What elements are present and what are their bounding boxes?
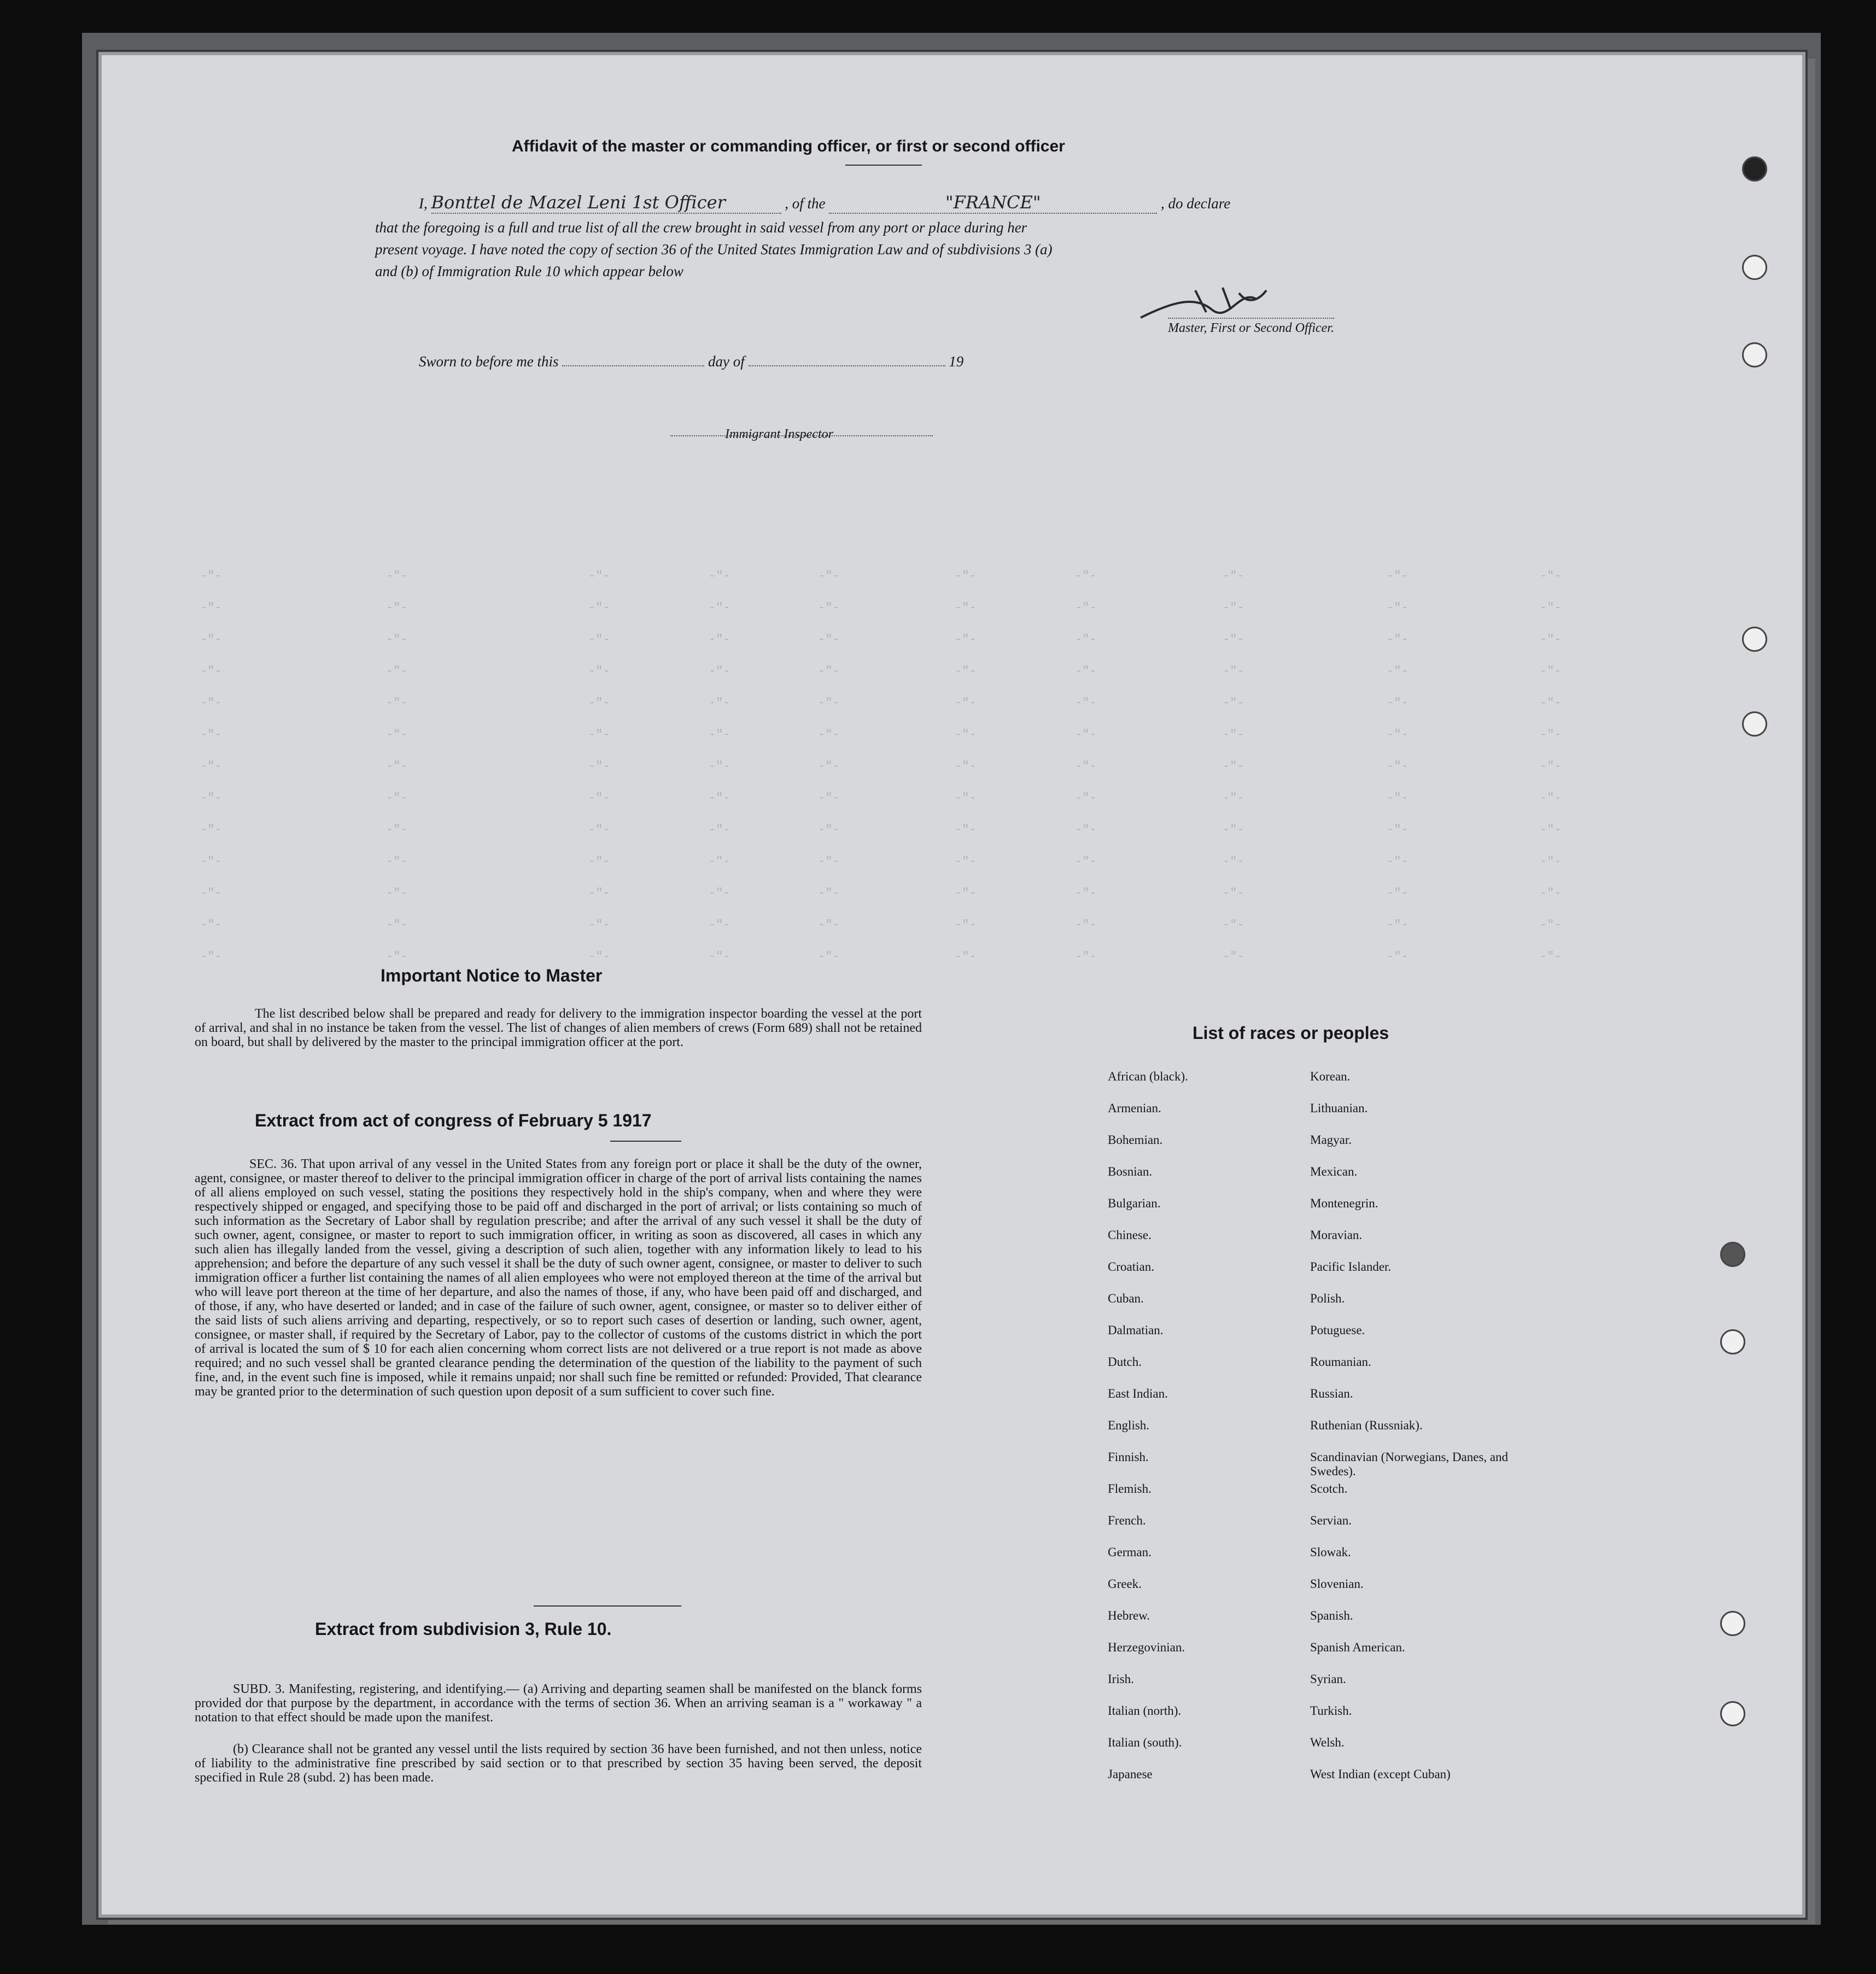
ghost-ditto-mark: -"- <box>1387 664 1409 678</box>
title-underline <box>845 165 922 166</box>
ghost-ditto-mark: -"- <box>818 855 840 868</box>
rule-text-b: (b) Clearance shall not be granted any vessel until the lists required by section 36 have been furnished, and not then unless, notice of liability to the administrative fine prescribed by said section or to that prescribed by section 35 having been served, the deposit specified in Rule 28 (subd. 2) has been made. <box>195 1742 922 1785</box>
ghost-ditto-mark: -"- <box>588 696 610 710</box>
sworn-prefix: Sworn to before me this <box>419 353 559 370</box>
ghost-ditto-mark: -"- <box>1075 728 1097 741</box>
ghost-ditto-mark: -"- <box>1540 664 1562 678</box>
ghost-ditto-mark: -"- <box>818 823 840 837</box>
ghost-ditto-mark: -"- <box>709 791 730 805</box>
ghost-ditto-mark: -"- <box>588 791 610 805</box>
punch-hole <box>1720 1701 1745 1726</box>
ghost-ditto-mark: -"- <box>588 918 610 932</box>
signature-caption: Master, First or Second Officer. <box>1168 318 1334 336</box>
sworn-month-field[interactable] <box>749 365 945 366</box>
act-title-underline <box>610 1141 681 1142</box>
race-right: Mexican. <box>1310 1165 1358 1178</box>
race-left: Finnish. <box>1108 1450 1149 1464</box>
ghost-ditto-mark: -"- <box>818 791 840 805</box>
ghost-ditto-mark: -"- <box>1223 569 1244 583</box>
ghost-ditto-mark: -"- <box>818 696 840 710</box>
race-left: Cuban. <box>1108 1292 1144 1305</box>
race-right: Scandinavian (Norwegians, Danes, and Swedes). <box>1310 1450 1509 1478</box>
affidavit-line-2: that the foregoing is a full and true list of all the crew brought in said vessel from any port or place during her <box>375 219 1027 236</box>
ghost-ditto-mark: -"- <box>1223 791 1244 805</box>
race-left: East Indian. <box>1108 1387 1168 1400</box>
race-right: Magyar. <box>1310 1133 1352 1147</box>
ghost-ditto-mark: -"- <box>955 760 977 773</box>
ghost-ditto-mark: -"- <box>955 886 977 900</box>
race-row <box>1108 1482 1518 1514</box>
act-title: Extract from act of congress of February 5 1917 <box>255 1111 652 1130</box>
ghost-ditto-mark: -"- <box>955 728 977 741</box>
race-right: Lithuanian. <box>1310 1101 1368 1115</box>
race-left: Chinese. <box>1108 1228 1152 1242</box>
ghost-ditto-mark: -"- <box>200 918 222 932</box>
ghost-ditto-mark: -"- <box>588 760 610 773</box>
ghost-ditto-mark: -"- <box>1223 760 1244 773</box>
ghost-ditto-mark: -"- <box>1540 633 1562 646</box>
ghost-ditto-mark: -"- <box>1540 696 1562 710</box>
ghost-ditto-mark: -"- <box>1075 633 1097 646</box>
ghost-ditto-mark: -"- <box>1075 886 1097 900</box>
race-row <box>1108 1545 1518 1577</box>
ghost-ditto-mark: -"- <box>386 791 408 805</box>
ghost-ditto-mark: -"- <box>955 918 977 932</box>
race-right: Korean. <box>1310 1070 1351 1083</box>
ghost-ditto-mark: -"- <box>1540 601 1562 615</box>
ghost-ditto-mark: -"- <box>1540 823 1562 837</box>
race-right: Polish. <box>1310 1292 1345 1305</box>
affidavit-line-1 <box>419 192 1230 214</box>
ghost-ditto-mark: -"- <box>1075 950 1097 963</box>
ghost-ditto-mark: -"- <box>588 569 610 583</box>
ghost-ditto-mark: -"- <box>1223 918 1244 932</box>
race-row <box>1108 1228 1518 1260</box>
race-right: West Indian (except Cuban) <box>1310 1767 1451 1781</box>
ghost-ditto-mark: -"- <box>818 664 840 678</box>
ghost-ditto-mark: -"- <box>1387 791 1409 805</box>
race-right: Welsh. <box>1310 1736 1345 1749</box>
ship-name-field[interactable]: "FRANCE" <box>829 192 1157 214</box>
race-row <box>1108 1609 1518 1640</box>
race-row <box>1108 1704 1518 1736</box>
ghost-ditto-mark: -"- <box>588 823 610 837</box>
punch-hole <box>1742 342 1767 367</box>
ghost-ditto-mark: -"- <box>955 633 977 646</box>
notice-title: Important Notice to Master <box>381 966 603 985</box>
ghost-ditto-mark: -"- <box>709 886 730 900</box>
race-row <box>1108 1260 1518 1292</box>
race-left: Croatian. <box>1108 1260 1154 1274</box>
race-left: Hebrew. <box>1108 1609 1150 1622</box>
race-right: Spanish. <box>1310 1609 1353 1622</box>
ghost-ditto-mark: -"- <box>200 886 222 900</box>
race-left: Bosnian. <box>1108 1165 1153 1178</box>
race-right: Ruthenian (Russniak). <box>1310 1418 1423 1432</box>
race-left: French. <box>1108 1514 1146 1527</box>
race-right: Servian. <box>1310 1514 1352 1527</box>
sworn-day-field[interactable] <box>562 365 704 366</box>
punch-hole <box>1720 1329 1745 1354</box>
ghost-ditto-mark: -"- <box>1540 569 1562 583</box>
affidavit-declare-label: , do declare <box>1161 195 1231 212</box>
ghost-ditto-mark: -"- <box>588 728 610 741</box>
act-text: SEC. 36. That upon arrival of any vessel in the United States from any foreign port or place it shall be the duty of the owner, agent, consignee, or master thereof to deliver to the principal immigration officer in charge of the port of arrival lists containing the names of all aliens employed on such vessel, stating the positions they respectively hold in the ship's company, when and where they were respectively shipped or engaged, and specifying those to be paid off and discharged in the port of arrival; or lists containing so much of such information as the Secretary of Labor shall by regulation prescribe; and after the arrival of any such vessel it shall be the duty of such owner, agent, consignee, or master to report to such immigration officer, in writing as soon as discovered, all cases in which any such alien has illegally landed from the vessel, giving a description of such alien, together with any information likely to lead to his apprehension; and before the departure of any such vessel it shall be the duty of such owner agent, consignee, or master to deliver to such immigration officer a further list containing the names of all alien employees who were not employed thereon at the time of the arrival but who will leave port thereon at the time of her departure, and also the names of those, if any, who have been paid off and discharged, and of those, if any, who have deserted or landed; and in case of the failure of such owner, agent, consignee, or master so to deliver either of the said lists of such aliens arriving and departing, respectively, or so to report such cases of desertion or landing, such owner, agent, consignee, or master shall, if required by the Secretary of Labor, pay to the collector of customs of the customs district in which the port of arrival is located the sum of $ 10 for each alien concerning whom correct lists are not delivered or a true report is not made as above required; and no such vessel shall be granted clearance pending the determination of the question of the liability to the payment of such fine, and, in the event such fine is imposed, while it remains unpaid; nor shall such fine be remitted or refunded: Provided, That clearance may be granted prior to the determination of such question upon deposit of a sum sufficient to cover such fine. <box>195 1157 922 1399</box>
punch-hole <box>1720 1242 1745 1267</box>
affidavit-title: Affidavit of the master or commanding officer, or first or second officer <box>512 137 1065 155</box>
ghost-ditto-mark: -"- <box>588 664 610 678</box>
sworn-year-label: 19 <box>949 353 964 370</box>
race-right: Russian. <box>1310 1387 1353 1400</box>
race-row <box>1108 1101 1518 1133</box>
rule-top-line <box>534 1605 681 1607</box>
affidavit-i-label: I, <box>419 195 428 212</box>
ghost-ditto-mark: -"- <box>955 855 977 868</box>
ghost-ditto-mark: -"- <box>386 696 408 710</box>
ghost-ditto-mark: -"- <box>1387 760 1409 773</box>
affidavit-line-3: present voyage. I have noted the copy of section 36 of the United States Immigration Law and of subdivisions 3 (a) <box>375 241 1053 258</box>
ghost-ditto-mark: -"- <box>1540 728 1562 741</box>
ghost-ditto-mark: -"- <box>1075 601 1097 615</box>
ghost-ditto-mark: -"- <box>1540 950 1562 963</box>
race-left: Dalmatian. <box>1108 1323 1164 1337</box>
ghost-ditto-mark: -"- <box>1075 696 1097 710</box>
sworn-day-label: day of <box>708 353 745 370</box>
manifest-page <box>98 52 1805 1918</box>
race-row <box>1108 1070 1518 1101</box>
ghost-ditto-mark: -"- <box>709 918 730 932</box>
ghost-ditto-mark: -"- <box>200 664 222 678</box>
ghost-ditto-mark: -"- <box>386 823 408 837</box>
ghost-ditto-mark: -"- <box>386 633 408 646</box>
ghost-ditto-mark: -"- <box>386 950 408 963</box>
affidavit-of-label: , of the <box>785 195 826 212</box>
ghost-ditto-mark: -"- <box>386 886 408 900</box>
ghost-ditto-mark: -"- <box>1387 696 1409 710</box>
ghost-ditto-mark: -"- <box>1075 569 1097 583</box>
race-row <box>1108 1355 1518 1387</box>
ghost-ditto-mark: -"- <box>1223 950 1244 963</box>
ghost-ditto-mark: -"- <box>955 696 977 710</box>
ghost-ditto-mark: -"- <box>386 760 408 773</box>
ghost-ditto-mark: -"- <box>818 633 840 646</box>
race-left: Italian (north). <box>1108 1704 1182 1718</box>
ghost-ditto-mark: -"- <box>1075 918 1097 932</box>
race-row <box>1108 1640 1518 1672</box>
ghost-ditto-mark: -"- <box>1387 569 1409 583</box>
ghost-ditto-mark: -"- <box>1223 696 1244 710</box>
race-left: Japanese <box>1108 1767 1153 1781</box>
inspector-caption: Immigrant Inspector <box>725 427 833 441</box>
punch-hole <box>1742 627 1767 652</box>
ghost-ditto-mark: -"- <box>386 664 408 678</box>
ghost-ditto-mark: -"- <box>1075 664 1097 678</box>
ghost-ditto-mark: -"- <box>200 950 222 963</box>
ghost-ditto-mark: -"- <box>1223 823 1244 837</box>
rule-text-a: SUBD. 3. Manifesting, registering, and identifying.— (a) Arriving and departing seamen shall be manifested on the blanck forms provided dor that purpose by the department, in accordance with the terms of section 36. When an arriving seaman is a " workaway " a notation to that effect should be made upon the manifest. <box>195 1682 922 1725</box>
ghost-ditto-mark: -"- <box>386 728 408 741</box>
ghost-ditto-mark: -"- <box>1387 728 1409 741</box>
ghost-ditto-mark: -"- <box>1540 760 1562 773</box>
race-left: African (black). <box>1108 1070 1188 1083</box>
race-right: Turkish. <box>1310 1704 1352 1718</box>
race-left: Bohemian. <box>1108 1133 1163 1147</box>
race-left: Armenian. <box>1108 1101 1161 1115</box>
race-left: Herzegovinian. <box>1108 1640 1185 1654</box>
races-table <box>1108 1070 1518 1799</box>
race-left: Bulgarian. <box>1108 1196 1161 1210</box>
race-right: Slowak. <box>1310 1545 1351 1559</box>
ghost-ditto-mark: -"- <box>1387 633 1409 646</box>
race-row <box>1108 1133 1518 1165</box>
race-row <box>1108 1767 1518 1799</box>
race-row <box>1108 1323 1518 1355</box>
ghost-ditto-mark: -"- <box>709 823 730 837</box>
ghost-ditto-mark: -"- <box>955 950 977 963</box>
ghost-ditto-mark: -"- <box>818 601 840 615</box>
ghost-ditto-mark: -"- <box>200 760 222 773</box>
officer-name-field[interactable]: Bonttel de Mazel Leni 1st Officer <box>431 192 781 214</box>
ghost-ditto-mark: -"- <box>709 696 730 710</box>
ghost-ditto-mark: -"- <box>1075 855 1097 868</box>
ghost-ditto-mark: -"- <box>200 696 222 710</box>
ghost-ditto-mark: -"- <box>386 601 408 615</box>
ghost-ditto-mark: -"- <box>200 633 222 646</box>
race-left: Irish. <box>1108 1672 1134 1686</box>
race-row <box>1108 1450 1518 1482</box>
ghost-ditto-mark: -"- <box>818 728 840 741</box>
race-row <box>1108 1165 1518 1196</box>
ghost-ditto-mark: -"- <box>200 823 222 837</box>
race-left: Italian (south). <box>1108 1736 1182 1749</box>
ghost-ditto-mark: -"- <box>955 664 977 678</box>
ghost-ditto-mark: -"- <box>818 760 840 773</box>
ghost-ditto-mark: -"- <box>1540 886 1562 900</box>
race-row <box>1108 1514 1518 1545</box>
ghost-ditto-mark: -"- <box>1387 886 1409 900</box>
ghost-ditto-mark: -"- <box>709 633 730 646</box>
ghost-ditto-mark: -"- <box>1387 855 1409 868</box>
race-right: Scotch. <box>1310 1482 1348 1496</box>
race-left: German. <box>1108 1545 1152 1559</box>
race-left: Greek. <box>1108 1577 1142 1591</box>
race-right: Montenegrin. <box>1310 1196 1378 1210</box>
ghost-ditto-mark: -"- <box>1223 886 1244 900</box>
ghost-ditto-mark: -"- <box>709 664 730 678</box>
ghost-ditto-mark: -"- <box>1540 855 1562 868</box>
race-row <box>1108 1387 1518 1418</box>
race-row <box>1108 1292 1518 1323</box>
ghost-ditto-mark: -"- <box>200 728 222 741</box>
punch-hole <box>1742 255 1767 280</box>
races-title: List of races or peoples <box>1193 1023 1389 1043</box>
ghost-ditto-mark: -"- <box>1075 760 1097 773</box>
ghost-ditto-mark: -"- <box>1075 823 1097 837</box>
ghost-ditto-mark: -"- <box>1540 918 1562 932</box>
ghost-ditto-mark: -"- <box>1223 855 1244 868</box>
ghost-ditto-mark: -"- <box>709 569 730 583</box>
ghost-ditto-mark: -"- <box>709 601 730 615</box>
notice-text: The list described below shall be prepared and ready for delivery to the immigration inspector boarding the vessel at the port of arrival, and shal in no instance be taken from the vessel. The list of changes of alien members of crews (Form 689) shall not be retained on board, but shall by delivered by the master to the principal immigration officer at the port. <box>195 1007 922 1049</box>
ghost-ditto-mark: -"- <box>955 569 977 583</box>
ghost-ditto-mark: -"- <box>200 569 222 583</box>
race-right: Moravian. <box>1310 1228 1363 1242</box>
ghost-ditto-mark: -"- <box>1075 791 1097 805</box>
punch-hole <box>1720 1611 1745 1636</box>
ghost-ditto-mark: -"- <box>588 950 610 963</box>
ghost-ditto-mark: -"- <box>955 791 977 805</box>
race-row <box>1108 1418 1518 1450</box>
sworn-line <box>419 353 963 370</box>
ghost-ditto-mark: -"- <box>200 601 222 615</box>
ghost-ditto-mark: -"- <box>1540 791 1562 805</box>
ghost-ditto-mark: -"- <box>709 760 730 773</box>
ghost-ditto-mark: -"- <box>386 855 408 868</box>
race-left: English. <box>1108 1418 1150 1432</box>
race-left: Flemish. <box>1108 1482 1152 1496</box>
ghost-ditto-mark: -"- <box>588 886 610 900</box>
punch-hole <box>1742 711 1767 737</box>
ghost-ditto-mark: -"- <box>588 601 610 615</box>
ghost-ditto-mark: -"- <box>386 569 408 583</box>
race-right: Roumanian. <box>1310 1355 1371 1369</box>
ghost-ditto-mark: -"- <box>200 791 222 805</box>
ghost-ditto-mark: -"- <box>955 601 977 615</box>
affidavit-line-4: and (b) of Immigration Rule 10 which appear below <box>375 263 683 279</box>
ghost-ditto-mark: -"- <box>955 823 977 837</box>
race-left: Dutch. <box>1108 1355 1142 1369</box>
race-right: Spanish American. <box>1310 1640 1405 1654</box>
race-row <box>1108 1577 1518 1609</box>
race-row <box>1108 1736 1518 1767</box>
race-right: Pacific Islander. <box>1310 1260 1392 1274</box>
ghost-ditto-mark: -"- <box>709 950 730 963</box>
ghost-ditto-mark: -"- <box>709 855 730 868</box>
race-row <box>1108 1196 1518 1228</box>
race-right: Syrian. <box>1310 1672 1346 1686</box>
ghost-ditto-mark: -"- <box>1223 601 1244 615</box>
ghost-ditto-mark: -"- <box>1223 664 1244 678</box>
ghost-ditto-mark: -"- <box>1387 601 1409 615</box>
ghost-ditto-mark: -"- <box>818 950 840 963</box>
ghost-ditto-mark: -"- <box>1387 950 1409 963</box>
ghost-ditto-mark: -"- <box>709 728 730 741</box>
race-right: Slovenian. <box>1310 1577 1364 1591</box>
ghost-ditto-mark: -"- <box>818 569 840 583</box>
rule-title: Extract from subdivision 3, Rule 10. <box>315 1619 612 1639</box>
race-right: Potuguese. <box>1310 1323 1365 1337</box>
ghost-ditto-mark: -"- <box>818 918 840 932</box>
ghost-ditto-mark: -"- <box>200 855 222 868</box>
ghost-ditto-mark: -"- <box>1387 918 1409 932</box>
ghost-ditto-mark: -"- <box>386 918 408 932</box>
race-row <box>1108 1672 1518 1704</box>
ghost-ditto-mark: -"- <box>1387 823 1409 837</box>
ghost-ditto-mark: -"- <box>588 855 610 868</box>
ghost-ditto-mark: -"- <box>1223 633 1244 646</box>
ghost-ditto-mark: -"- <box>1223 728 1244 741</box>
ghost-ditto-mark: -"- <box>818 886 840 900</box>
punch-hole <box>1742 156 1767 182</box>
ghost-ditto-mark: -"- <box>588 633 610 646</box>
